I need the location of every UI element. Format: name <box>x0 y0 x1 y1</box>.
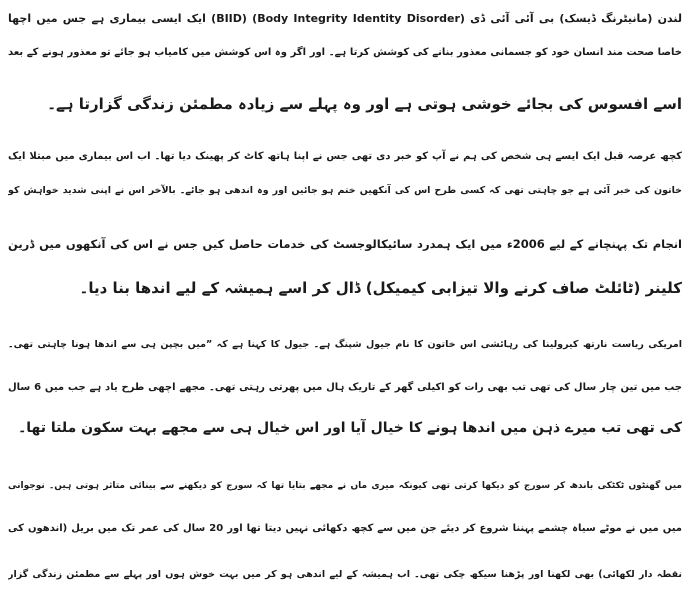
text-line: میں گھنٹوں ٹکٹکی باندھ کر سورج کو دیکھا کرتی تھی کیونکہ میری ماں نے مجھے بتایا تھا کہ سورج کو دیکھنے سے بینائی متاثر ہوتی ہیں۔ نوجوانی <box>8 481 682 491</box>
text-line: خاصا صحت مند انسان خود کو جسمانی معذور بنانے کی کوشش کرتا ہے۔ اور اگر وہ اس کوشش میں کامیاب ہو جائے تو معذور ہونے کے بعد <box>8 47 682 58</box>
text-line: لندن (مانیٹرنگ ڈیسک) بی آئی آئی ڈی (Body Integrity Identity Disorder) (BIID) ایک ایسی بیماری ہے جس میں اچھا <box>8 12 682 25</box>
text-line: جب میں تین چار سال کی تھی تب بھی رات کو اکیلی گھر کے تاریک ہال میں پھرتی رہتی تھی۔ مجھے اچھی طرح یاد ہے جب میں 6 سال <box>8 382 682 393</box>
text-line: امریکی ریاست نارتھ کیرولینا کی رہائشی اس خاتون کا نام جیول شپنگ ہے۔ جیول کا کہنا ہے کہ ”میں بچپن ہی سے اندھا ہونا چاہتی تھی۔ <box>8 339 682 350</box>
text-line: میں میں نے موٹے سیاہ چشمے پہننا شروع کر دیئے جن میں سے کچھ دکھائی نہیں دیتا تھا اور 20 سال کی عمر تک میں بریل (اندھوں کی <box>8 523 682 534</box>
text-line: کچھ عرصہ قبل ایک ایسے ہی شخص کی ہم نے آپ کو خبر دی تھی جس نے اپنا ہاتھ کاٹ کر پھینک دیا تھا۔ اب اس بیماری میں مبتلا ایک <box>8 151 682 162</box>
text-line: اسے افسوس کی بجائے خوشی ہوتی ہے اور وہ پہلے سے زیادہ مطمئن زندگی گزارتا ہے۔ <box>47 95 682 113</box>
text-line: خاتون کی خبر آئی ہے جو چاہتی تھی کہ کسی طرح اس کی آنکھیں ختم ہو جائیں اور وہ اندھی ہو جائے۔ بالآخر اس نے اپنی شدید خواہش کو <box>8 185 682 196</box>
text-line: انجام تک پہنچانے کے لیے 2006ء میں ایک ہمدرد سائیکالوجسٹ کی خدمات حاصل کیں جس نے اس کی آنکھوں میں ڈرین <box>8 237 682 251</box>
text-line: کلینر (ٹائلٹ صاف کرنے والا تیزابی کیمیکل) ڈال کر اسے ہمیشہ کے لیے اندھا بنا دیا۔ <box>79 279 682 297</box>
text-line: کی تھی تب میرے ذہن میں اندھا ہونے کا خیال آیا اور اس خیال ہی سے مجھے بہت سکون ملتا تھا۔ <box>18 420 682 436</box>
text-line: نقطہ دار لکھائی) بھی لکھنا اور پڑھنا سیکھ چکی تھی۔ اب ہمیشہ کے لیے اندھی ہو کر میں بہت خوش ہوں اور پہلے سے مطمئن زندگی گزار <box>8 569 682 580</box>
